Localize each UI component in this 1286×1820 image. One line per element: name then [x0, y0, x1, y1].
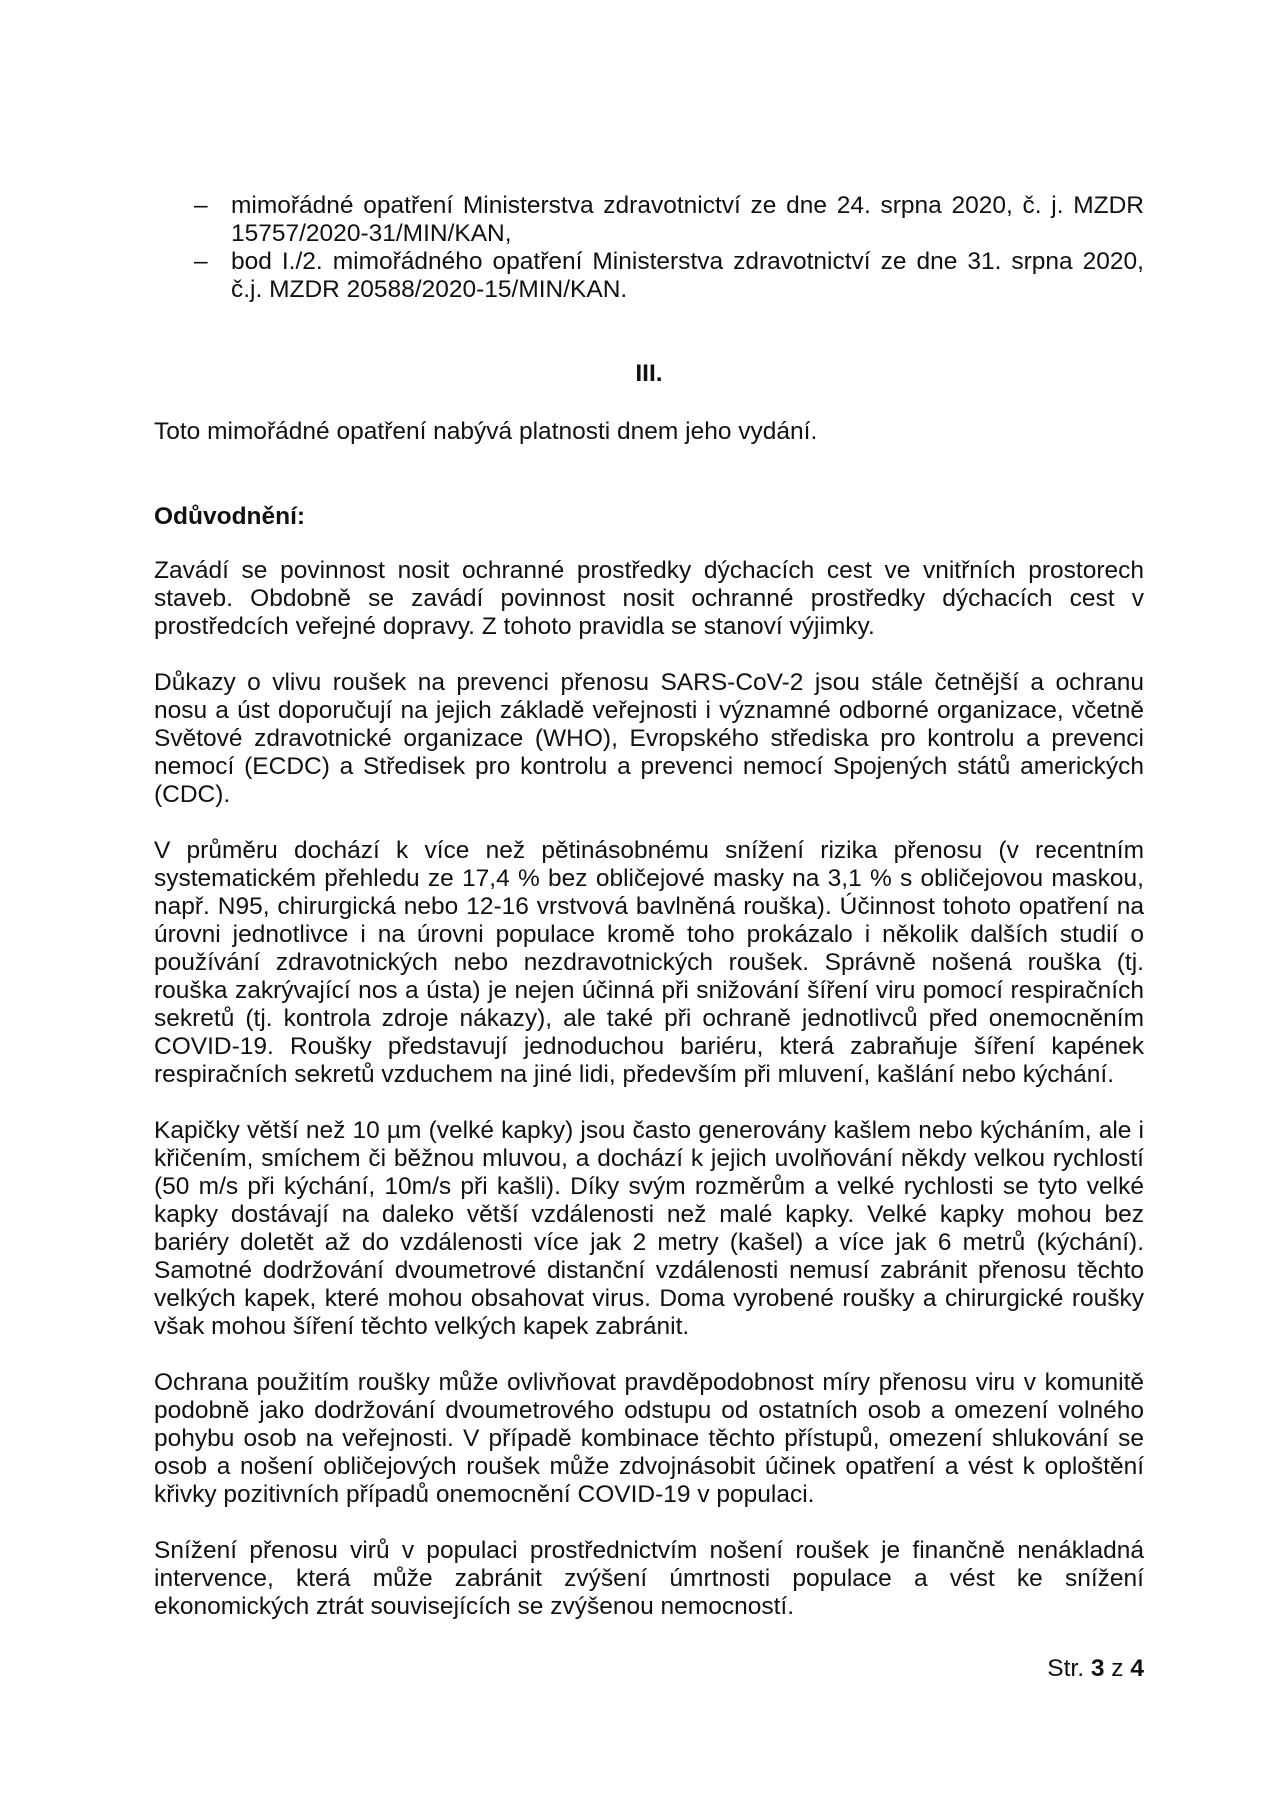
bullet-list — [154, 192, 1144, 304]
paragraph: Ochrana použitím roušky může ovlivňovat pravděpodobnost míry přenosu viru v komunitě podobně jako dodržování dvoumetrového odstupu od ostatních osob a omezení volného pohybu osob na veřejnosti. V případě kombinace těchto přístupů, omezení shlukování se osob a nošení obličejových roušek může zdvojnásobit účinek opatření a vést k oploštění křivky pozitivních případů onemocnění COVID-19 v populaci. — [154, 1369, 1144, 1508]
list-item-text: mimořádné opatření Ministerstva zdravotnictví ze dne 24. srpna 2020, č. j. MZDR 15757/2020-31/MIN/KAN, — [231, 192, 1144, 247]
paragraph: Snížení přenosu virů v populaci prostřednictvím nošení roušek je finančně nenákladná intervence, která může zabránit zvýšení úmrtnosti populace a vést ke snížení ekonomických ztrát souvisejících se zvýšenou nemocností. — [154, 1537, 1144, 1620]
paragraph: Zavádí se povinnost nosit ochranné prostředky dýchacích cest ve vnitřních prostorech staveb. Obdobně se zavádí povinnost nosit ochranné prostředky dýchacích cest v prostředcích veřejné dopravy. Z tohoto pravidla se stanoví výjimky. — [154, 557, 1144, 640]
list-item-text: bod I./2. mimořádného opatření Ministerstva zdravotnictví ze dne 31. srpna 2020, č.j. MZDR 20588/2020-15/MIN/KAN. — [231, 248, 1144, 303]
paragraph: Důkazy o vlivu roušek na prevenci přenosu SARS-CoV-2 jsou stále četnější a ochranu nosu a úst doporučují na jejich základě veřejnosti i významné odborné organizace, včetně Světové zdravotnické organizace (WHO), Evropského střediska pro kontrolu a prevenci nemocí (ECDC) a Středisek pro kontrolu a prevenci nemocí Spojených států amerických (CDC). — [154, 669, 1144, 808]
paragraph: V průměru dochází k více než pětinásobnému snížení rizika přenosu (v recentním systematickém přehledu ze 17,4 % bez obličejové masky na 3,1 % s obličejovou maskou, např. N95, chirurgická nebo 12-16 vrstvová bavlněná rouška). Účinnost tohoto opatření na úrovni jednotlivce i na úrovni populace kromě toho prokázalo i několik dalších studií o používání zdravotnických nebo nezdravotnických roušek. Správně nošená rouška (tj. rouška zakrývající nos a ústa) je nejen účinná při snižování šíření viru pomocí respiračních sekretů (tj. kontrola zdroje nákazy), ale také při ochraně jednotlivců před onemocněním COVID-19. Roušky představují jednoduchou bariéru, která zabraňuje šíření kapének respiračních sekretů vzduchem na jiné lidi, především při mluvení, kašlání nebo kýchání. — [154, 837, 1144, 1088]
paragraph: Kapičky větší než 10 µm (velké kapky) jsou často generovány kašlem nebo kýcháním, ale i křičením, smíchem či běžnou mluvou, a dochází k jejich uvolňování někdy velkou rychlostí (50 m/s při kýchání, 10m/s při kašli). Díky svým rozměrům a velké rychlosti se tyto velké kapky dostávají na daleko větší vzdálenosti než malé kapky. Velké kapky mohou bez bariéry doletět až do vzdálenosti více jak 2 metry (kašel) a více jak 6 metrů (kýchání). Samotné dodržování dvoumetrové distanční vzdálenosti nemusí zabránit přenosu těchto velkých kapek, které mohou obsahovat virus. Doma vyrobené roušky a chirurgické roušky však mohou šíření těchto velkých kapek zabránit. — [154, 1117, 1144, 1340]
bullet-dash: – — [194, 192, 208, 219]
section-number: III. — [635, 360, 663, 387]
list-item — [154, 248, 1144, 304]
page-content — [154, 192, 1144, 1621]
total-pages: 4 — [1130, 1655, 1144, 1682]
justification-heading: Odůvodnění: — [154, 503, 306, 530]
page-number-separator: z — [1111, 1655, 1124, 1682]
validity-statement: Toto mimořádné opatření nabývá platnosti dnem jeho vydání. — [154, 418, 818, 445]
page-number — [1047, 1655, 1144, 1683]
page-number-prefix: Str. — [1047, 1655, 1085, 1682]
bullet-dash: – — [194, 248, 208, 275]
list-item — [154, 192, 1144, 248]
current-page: 3 — [1090, 1655, 1105, 1682]
